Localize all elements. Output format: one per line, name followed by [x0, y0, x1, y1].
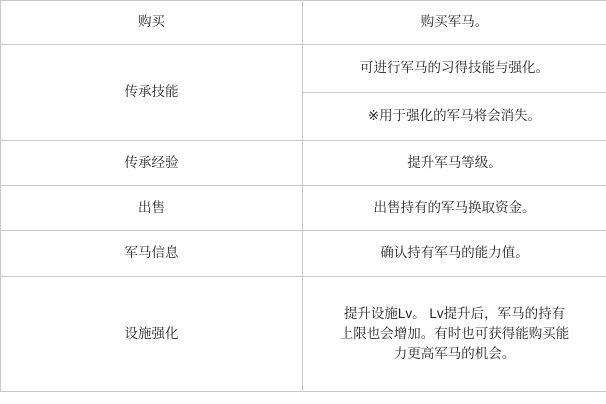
- row-value-horse-info: 确认持有军马的能力值。: [303, 231, 606, 277]
- row-value-skill-inherit-1: 可进行军马的习得技能与强化。: [303, 45, 606, 93]
- table-row: [1, 45, 606, 93]
- row-value-skill-inherit-2: ※用于强化的军马将会消失。: [303, 93, 606, 141]
- table-row: [1, 141, 606, 186]
- table-row: [1, 277, 606, 392]
- row-label-buy: 购买: [1, 1, 303, 45]
- facility-upgrade-text: 提升设施Lv。 Lv提升后，军马的持有上限也会增加。有时也可获得能购买能力更高军马的机会。: [339, 305, 570, 362]
- row-value-facility-upgrade: [303, 277, 606, 392]
- row-label-skill-inherit: 传承技能: [1, 45, 303, 141]
- row-label-horse-info: 军马信息: [1, 231, 303, 277]
- table-row: [1, 1, 606, 45]
- table-row: [1, 231, 606, 277]
- row-value-sell: 出售持有的军马换取资金。: [303, 186, 606, 231]
- row-label-facility-upgrade: 设施强化: [1, 277, 303, 392]
- row-value-exp-inherit: 提升军马等级。: [303, 141, 606, 186]
- table-row: [1, 186, 606, 231]
- row-label-sell: 出售: [1, 186, 303, 231]
- row-label-exp-inherit: 传承经验: [1, 141, 303, 186]
- row-value-buy: 购买军马。: [303, 1, 606, 45]
